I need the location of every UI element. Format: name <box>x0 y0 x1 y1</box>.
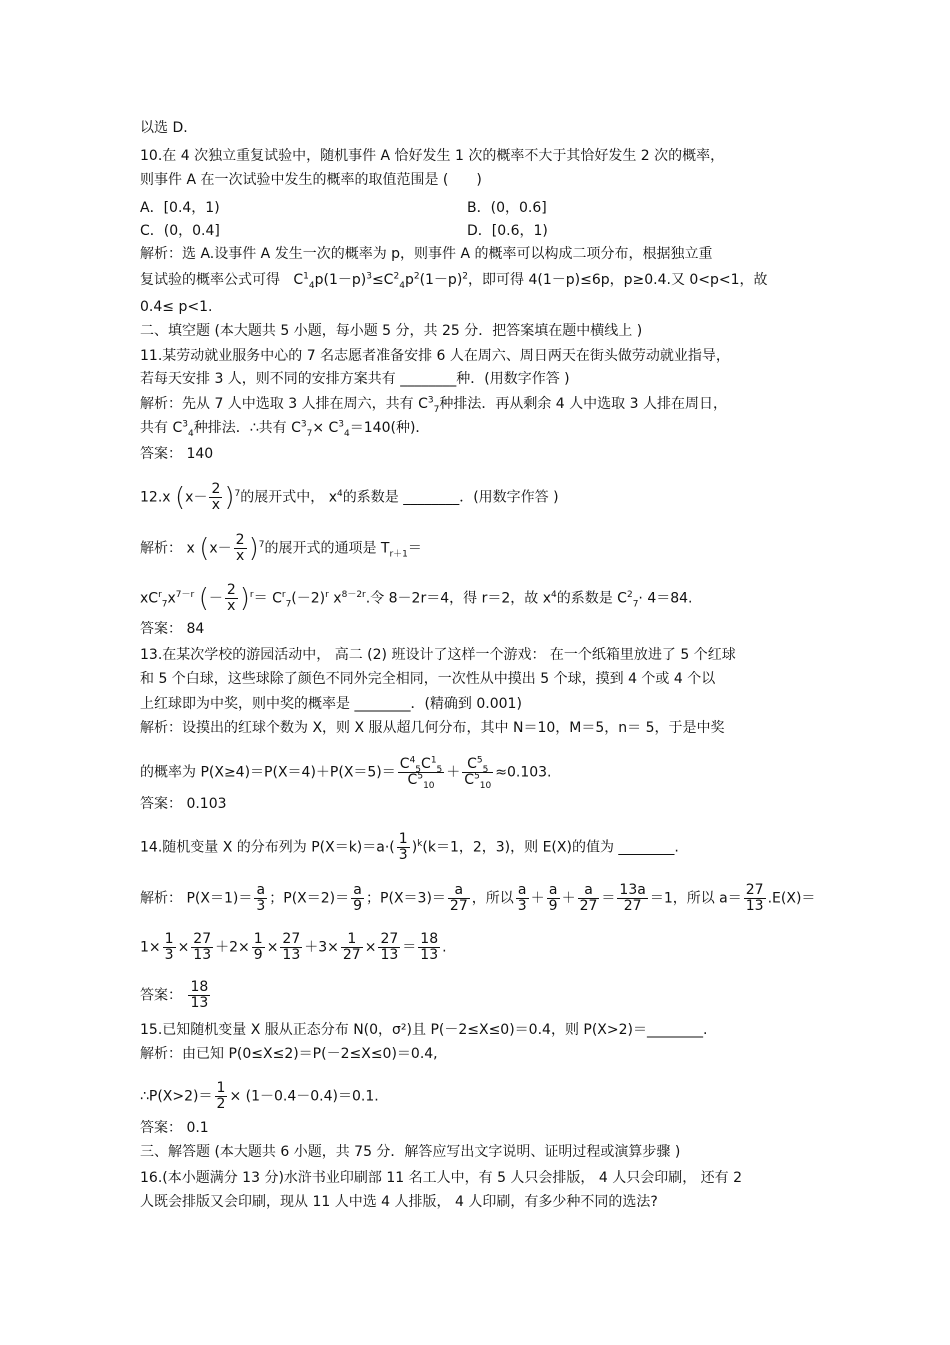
q11-answer: 答案： 140 <box>140 446 214 462</box>
q10-option-b: B．(0，0.6] <box>467 200 547 216</box>
q10-option-c: C．(0，0.4] <box>140 223 220 239</box>
q12-stem: 12.x (x－ $\frac{2}{x}$ )$^7$的展开式中， $x^4$的系数是 ________．(用数字作答 ) <box>140 481 559 513</box>
q13-stem-3: 上红球即为中奖，则中奖的概率是 ________．(精确到 0.001) <box>140 696 522 712</box>
q15-answer: 答案： 0.1 <box>140 1120 209 1136</box>
q13-stem-1: 13.在某次学校的游园活动中， 高二 (2) 班设计了这样一个游戏： 在一个纸箱里放进了 5 个红球 <box>140 647 736 663</box>
q13-solution-2: 的概率为 P(X≥4)＝P(X＝4)＋P(X＝5)＝ $\frac{C^4_5C^1_5}{C^5_{10}}$ ＋ $\frac{C^5_5}{C^5_{10}}$ ≈0.103. <box>140 755 552 791</box>
q15-stem: 15.已知随机变量 X 服从正态分布 N(0，σ²)且 P(－2≤X≤0)＝0.4，则 P(X>2)＝________. <box>140 1022 708 1038</box>
section-3-heading: 三、解答题 (本大题共 6 小题，共 75 分．解答应写出文字说明、证明过程或演算步骤 ) <box>140 1144 681 1160</box>
q10-stem-2: 则事件 A 在一次试验中发生的概率的取值范围是 ( ) <box>140 172 482 188</box>
q13-stem-2: 和 5 个白球，这些球除了颜色不同外完全相同，一次性从中摸出 5 个球，摸到 4 个或 4 个以 <box>140 671 716 687</box>
q15-solution-1: 解析：由已知 P(0≤X≤2)＝P(－2≤X≤0)＝0.4, <box>140 1046 438 1062</box>
q10-option-d: D．[0.6，1) <box>467 223 548 239</box>
q12-answer: 答案： 84 <box>140 621 205 637</box>
q10-solution-1: 解析：选 A.设事件 A 发生一次的概率为 p，则事件 A 的概率可以构成二项分布，根据独立重 <box>140 246 713 262</box>
q12-solution-1: 解析： x (x－ $\frac{2}{x}$ )$^7$的展开式的通项是 $T_{r+1}=$ <box>140 532 422 564</box>
q16-stem-2: 人既会排版又会印刷，现从 11 人中选 4 人排版， 4 人印刷，有多少种不同的选法? <box>140 1194 658 1210</box>
q10-stem-1: 10.在 4 次独立重复试验中，随机事件 A 恰好发生 1 次的概率不大于其恰好发生 2 次的概率， <box>140 148 725 164</box>
q14-solution-1: 解析： P(X＝1)＝ $\frac{a}{3}$ ；P(X＝2)＝ $\frac{a}{9}$ ；P(X＝3)＝ $\frac{a}{27}$ ，所以 $\frac{a}{3}$ ＋ $\frac{a}{9}$ ＋ $\frac{a}{27}$ ＝ $\frac{13a}{27}$ ＝1，所以 a＝ $\frac{27}{13}$ .E(X)＝ <box>140 882 816 914</box>
binomial-inequality: $C^1_4p(1-p)^3\le C^2_4p^2(1-p)^2$ <box>284 271 469 291</box>
q13-answer: 答案： 0.103 <box>140 796 227 812</box>
q14-stem: 14.随机变量 X 的分布列为 P(X＝k)＝a·( $\frac{1}{3}$ )$^k$(k＝1，2，3)，则 E(X)的值为 ________. <box>140 831 679 863</box>
q11-stem-1: 11.某劳动就业服务中心的 7 名志愿者准备安排 6 人在周六、周日两天在街头做劳动就业指导， <box>140 348 730 364</box>
q11-stem-2: 若每天安排 3 人，则不同的安排方案共有 ________种．(用数字作答 ) <box>140 371 570 387</box>
q16-stem-1: 16.(本小题满分 13 分)水浒书业印刷部 11 名工人中，有 5 人只会排版， 4 人只会印刷， 还有 2 <box>140 1170 743 1186</box>
section-2-heading: 二、填空题 (本大题共 5 小题，每小题 5 分，共 25 分．把答案填在题中横线上 ) <box>140 323 643 339</box>
q15-solution-2: ∴P(X>2)＝ $\frac{1}{2}$ × (1－0.4－0.4)＝0.1. <box>140 1080 379 1112</box>
q10-solution-2: 复试验的概率公式可得 $C^1_4p(1-p)^3\le C^2_4p^2(1-p)^2$，即可得 4(1－p)≤6p，p≥0.4.又 0<p<1，故 <box>140 271 768 291</box>
q13-solution-1: 解析：设摸出的红球个数为 X，则 X 服从超几何分布，其中 N＝10，M＝5，n＝ 5，于是中奖 <box>140 720 725 736</box>
q9-tail: 以选 D. <box>140 120 188 136</box>
q14-answer: 答案： $\frac{18}{13}$ <box>140 979 209 1011</box>
q10-option-a: A．[0.4，1) <box>140 200 220 216</box>
q11-solution-2: 共有 $C^3_4$种排法．∴共有 $C^3_7\times C^3_4=140$(种)． <box>140 419 430 439</box>
q12-solution-2: $xC^r_7x^{7-r}$ (－ $\frac{2}{x}$ )$^r= C^r_7(-2)^r$ $x^{8-2r}$.令 8－2r＝4，得 r＝2，故 $x^4$的系数是 $C^2_7\cdot 4=84$. <box>140 582 693 614</box>
q10-solution-3: 0.4≤ p<1. <box>140 299 213 315</box>
q14-solution-2: 1× $\frac{1}{3}$ × $\frac{27}{13}$ ＋2× $\frac{1}{9}$ × $\frac{27}{13}$ ＋3× $\frac{1}{27}$ × $\frac{27}{13}$ ＝ $\frac{18}{13}$ . <box>140 931 447 963</box>
q11-solution-1: 解析：先从 7 人中选取 3 人排在周六，共有 $C^3_7$种排法．再从剩余 4 人中选取 3 人排在周日， <box>140 395 727 415</box>
